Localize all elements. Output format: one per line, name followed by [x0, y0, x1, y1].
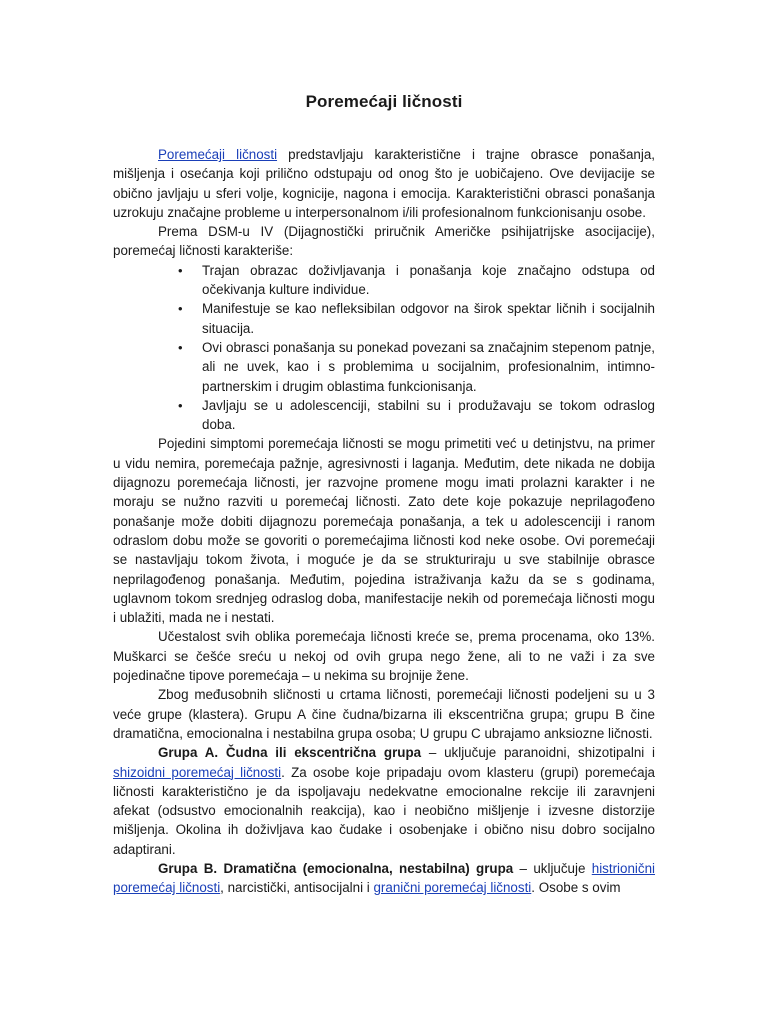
- list-item-text: Trajan obrazac doživljavanja i ponašanja koje značajno odstupa od očekivanja kulture individue.: [202, 262, 655, 298]
- group-b-text-1: – uključuje: [513, 860, 592, 876]
- bullet-icon: •: [178, 397, 183, 413]
- group-a-heading: Grupa A. Čudna ili ekscentrična grupa: [158, 745, 422, 761]
- group-b-heading: Grupa B. Dramatična (emocionalna, nestabilna) grupa: [158, 860, 514, 876]
- paragraph-clusters: Zbog međusobnih sličnosti u crtama ličnosti, poremećaji ličnosti podeljeni su u 3 veće grupe (klastera). Grupu A čine čudna/bizarna ili ekscentrična grupa; grupu B čine dramatična, emocionalna i nestabilna grupa osoba; U grupu C ubrajamo anksiozne ličnosti.: [113, 687, 655, 741]
- bullet-list: [113, 261, 655, 435]
- link-granicni-poremecaj[interactable]: granični poremećaj ličnosti: [373, 880, 532, 896]
- group-a-text-1: – uključuje paranoidni, shizotipalni i: [421, 745, 655, 761]
- bullet-icon: •: [178, 301, 183, 317]
- bullet-icon: •: [178, 339, 183, 355]
- paragraph-intro-text: predstavljaju karakteristične i trajne obrasce ponašanja, mišljenja i osećanja koji prilično odstupaju od onog što je uobičajeno. Ove devijacije se obično javljaju u sferi volje, kognicije, nagona i emocija. Karakteristični obrasci ponašanja uzrokuju značajne probleme u interpersonalnom i/ili profesionalnom funkcionisanju osobe.: [113, 147, 655, 220]
- paragraph-group-b: [113, 859, 655, 898]
- paragraph-intro: [113, 145, 655, 222]
- bullet-icon: •: [178, 262, 183, 278]
- group-b-text-3: . Osobe s ovim: [531, 880, 621, 896]
- link-poremecaji-licnosti[interactable]: Poremećaji ličnosti: [158, 147, 278, 162]
- list-item-text: Ovi obrasci ponašanja su ponekad povezani sa značajnim stepenom patnje, ali ne uvek, kao i s problemima u socijalnim, profesionalnim, intimno-partnerskim i drugim oblastima funkcionisanja.: [202, 339, 655, 394]
- group-a-text-2: . Za osobe koje pripadaju ovom klasteru (grupi) poremećaja ličnosti karakteristično je da ispoljavaju nedekvatne emocionalne rekcije ili zaravnjeni afekat (odsustvo emocionalnih reakcija), kao i neobično mišljenje i izvesne distorzije mišljenja. Okolina ih doživljava kao čudake i osobenjake i obično nisu dobro socijalno adaptirani.: [113, 764, 656, 857]
- list-item: [178, 396, 655, 435]
- paragraph-dsm: Prema DSM-u IV (Dijagnostički priručnik Američke psihijatrijske asocijacije), poremećaj ličnosti karakteriše:: [113, 224, 655, 259]
- link-histrionicni-poremecaj[interactable]: histrionični poremećaj ličnosti: [113, 860, 656, 896]
- link-shizoidni-poremecaj[interactable]: shizoidni poremećaj ličnosti: [113, 764, 282, 780]
- paragraph-frequency: Učestalost svih oblika poremećaja ličnosti kreće se, prema procenama, oko 13%. Muškarci se češće sreću u nekoj od ovih grupa nego žene, ali to ne važi i za sve pojedinačne tipove poremećaja – u nekima su brojnije žene.: [113, 629, 655, 684]
- group-b-text-2: , narcistički, antisocijalni i: [220, 880, 374, 896]
- list-item: [178, 261, 655, 300]
- list-item: [178, 338, 655, 396]
- paragraph-group-a: [113, 743, 655, 859]
- list-item-text: Manifestuje se kao nefleksibilan odgovor na širok spektar ličnih i socijalnih situacija.: [202, 301, 655, 336]
- page-title: Poremećaji ličnosti: [305, 92, 463, 111]
- list-item: [178, 299, 655, 338]
- paragraph-symptoms: Pojedini simptomi poremećaja ličnosti se mogu primetiti već u detinjstvu, na primer u vidu nemira, poremećaja pažnje, agresivnosti i laganja. Međutim, dete nikada ne dobija dijagnozu poremećaja ličnosti, jer razvojne promene mogu imati prolazni karakter i ne moraju se nužno razviti u poremećaj ličnosti. Zato dete koje pokazuje neprilagođeno ponašanje može dobiti dijagnozu poremećaja ponašanja, a tek u adolescenciji i ranom odraslom dobu može se govoriti o poremećajima ličnosti kod neke osobe. Ovi poremećaji se nastavljaju tokom života, i moguće je da se strukturiraju u sve stabilnije obrasce neprilagođenog ponašanja. Međutim, pojedina istraživanja kažu da se s godinama, uglavnom tokom srednjeg odraslog doba, manifestacije nekih od poremećaja ličnosti mogu i ublažiti, mada ne i nestati.: [113, 436, 655, 626]
- list-item-text: Javljaju se u adolescenciji, stabilni su i produžavaju se tokom odraslog doba.: [202, 397, 655, 433]
